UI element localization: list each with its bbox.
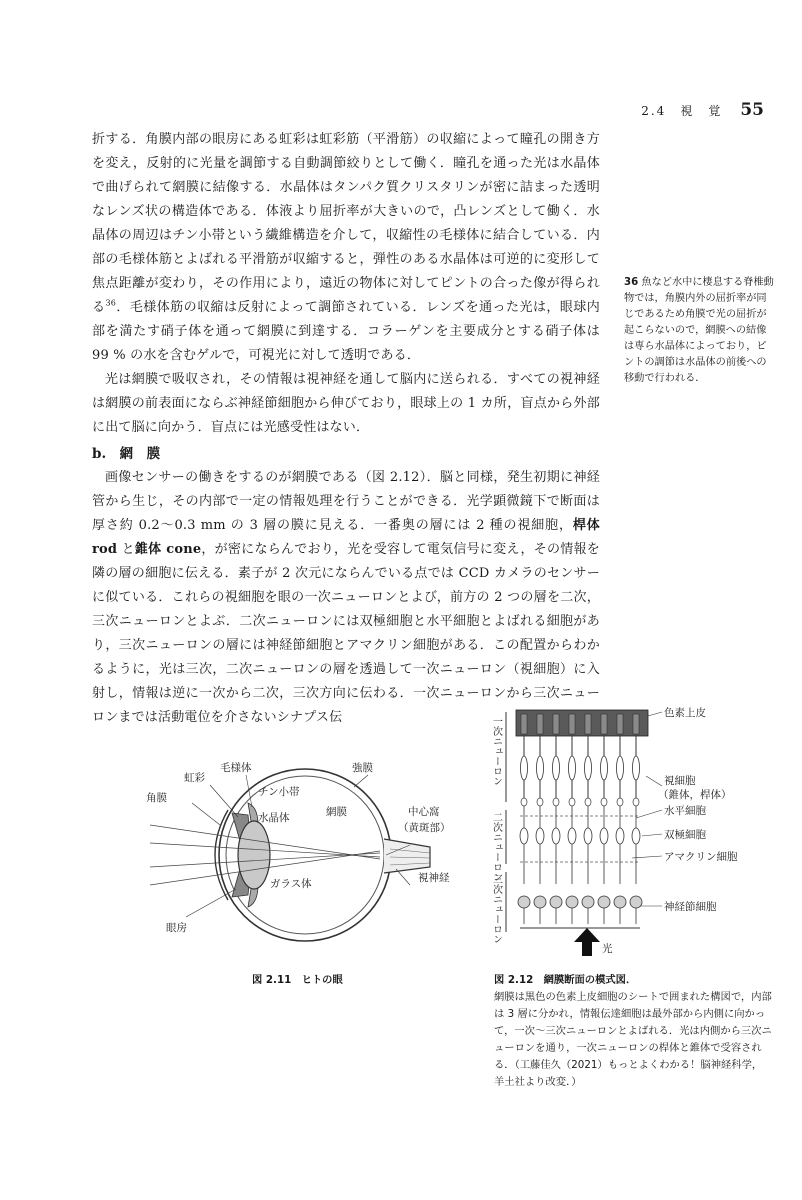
bipolar-cell	[536, 828, 544, 844]
paragraph-retina-text: 画像センサーの働きをするのが網膜である（図 2.12）．脳と同様，発生初期に神経管から生じ，その内部で一定の情報処理を行うことができる．光学顕微鏡下で断面は厚さ約 0.2〜0.3 mm の 3 層の膜に見える．一番奥の層には 2 種の視細胞，	[92, 470, 600, 533]
paragraph-lens-text-cont: ．毛様体筋の収縮は反射によって調節されている．レンズを通った光は，眼球内部を満たす硝子体を通って網膜に到達する．コラーゲンを主要成分とする硝子体は 99 % の水を含むゲルで，可視光に対して透明である．	[92, 300, 600, 363]
label-sclera: 強膜	[352, 762, 373, 774]
photoreceptor-cell	[553, 756, 560, 780]
lens-shape	[238, 821, 270, 889]
label-retina: 網膜	[326, 806, 347, 818]
label-ciliary-body: 毛様体	[220, 762, 252, 774]
leader-horizontal	[636, 810, 662, 818]
layer-label-tertiary: 三次ニューロン	[490, 874, 502, 944]
paragraph-retina-text-cont: ，が密にならんでおり，光を受容して電気信号に変え，その情報を隣の層の細胞に伝える．素子が 2 次元にならんでいる点では CCD カメラのセンサーに似ている．これらの視細胞を眼の一次ニューロンとよび，前方の 2 つの層を二次，三次ニューロンとよぶ．二次ニューロンには双極細胞と水平細胞とよばれる細胞があり，三次ニューロンの層には神経節細胞とアマクリン細胞がある．この配置からわかるように，光は三次，二次ニューロンの層を透過して一次ニューロン（視細胞）に入射し，情報は逆に一次から二次，三次方向に伝わる．一次ニューロンから三次ニューロンまでは活動電位を介さないシナプス伝	[92, 542, 600, 725]
figure-retina-caption	[494, 972, 772, 1091]
photoreceptor-cell	[601, 756, 608, 780]
side-note-text: 魚など水中に棲息する脊椎動物では，角膜内外の屈折率が同じであるため角膜で光の屈折が起こらないので，網膜への結像は専ら水晶体によっており，ピントの調節は水晶体の前後への移動で行われる．	[624, 277, 774, 384]
label-bipolar-cell: 双極細胞	[664, 829, 706, 841]
photoreceptor-nucleus	[633, 798, 639, 806]
pigment-cell	[553, 714, 559, 734]
figure-retina-caption-text: 網膜は黒色の色素上皮細胞のシートで囲まれた構図で，内部は 3 層に分かれ，情報伝達細胞は最外部から内側に向かって，一次〜三次ニューロンとよばれる．光は内側から三次ニューロンを通り，一次ニューロンの桿体と錐体で受容される．（工藤佳久（2021）もっとよくわかる！脳神経科学，羊土社より改変．）	[494, 991, 772, 1088]
label-cornea: 角膜	[146, 792, 167, 804]
photoreceptor-cell	[617, 756, 624, 780]
side-note-number: 36	[624, 277, 639, 288]
label-ganglion-cell: 神経節細胞	[664, 901, 717, 913]
label-fovea: 中心窩	[408, 806, 440, 818]
retina-cell-columns	[518, 714, 642, 928]
pigment-cell	[521, 714, 527, 734]
bipolar-cell	[632, 828, 640, 844]
running-header	[641, 100, 764, 120]
label-amacrine-cell: アマクリン細胞	[664, 851, 738, 863]
term-rod: 桿体 rod	[92, 518, 600, 557]
label-zonule: チン小帯	[258, 786, 300, 798]
bipolar-cell	[616, 828, 624, 844]
figure-retina-caption-title: 図 2.12 網膜断面の模式図．	[494, 974, 637, 986]
figure-retina	[486, 706, 786, 958]
eye-diagram	[140, 755, 480, 945]
leader-amacrine	[632, 856, 662, 858]
bipolar-cell	[568, 828, 576, 844]
pigment-cell	[617, 714, 623, 734]
ganglion-cell	[582, 896, 594, 908]
light-arrow-icon	[574, 928, 600, 956]
label-macula: （黄斑部）	[398, 822, 451, 834]
leader-bipolar	[642, 834, 662, 836]
pigment-epithelium-band	[516, 710, 648, 736]
photoreceptor-nucleus	[601, 798, 607, 806]
page-number: 55	[740, 100, 764, 120]
photoreceptor-nucleus	[537, 798, 543, 806]
label-optic-nerve: 視神経	[418, 872, 450, 884]
photoreceptor-nucleus	[553, 798, 559, 806]
optic-nerve-shape	[384, 839, 430, 873]
section-heading: b. 網 膜	[92, 446, 161, 462]
label-iris: 虹彩	[184, 772, 205, 784]
bipolar-cell	[584, 828, 592, 844]
leader-pigment	[648, 712, 662, 716]
ganglion-cell	[518, 896, 530, 908]
ganglion-cell	[614, 896, 626, 908]
side-note	[624, 275, 774, 387]
ganglion-cell	[550, 896, 562, 908]
photoreceptor-cell	[633, 756, 640, 780]
figure-eye-caption-text: 図 2.11 ヒトの眼	[252, 974, 343, 986]
body-text-retina	[92, 442, 600, 730]
label-light: 光	[602, 943, 613, 955]
figure-eye	[140, 755, 480, 945]
paragraph-retina	[92, 466, 600, 730]
photoreceptor-cell	[569, 756, 576, 780]
label-lens: 水晶体	[258, 812, 290, 824]
photoreceptor-cell	[585, 756, 592, 780]
bipolar-cell	[552, 828, 560, 844]
paragraph-retina-and: と	[117, 542, 135, 557]
leader-photoreceptor	[646, 776, 662, 786]
pigment-cell	[633, 714, 639, 734]
retina-diagram	[486, 706, 786, 958]
label-photoreceptor: 視細胞	[664, 775, 696, 787]
photoreceptor-nucleus	[521, 798, 527, 806]
label-horizontal-cell: 水平細胞	[664, 805, 706, 817]
photoreceptor-nucleus	[569, 798, 575, 806]
section-title: 2.4 視 覚	[641, 104, 723, 118]
ganglion-cell	[534, 896, 546, 908]
leader-cornea	[192, 803, 220, 825]
leader-sclera	[354, 775, 368, 787]
pigment-cell	[585, 714, 591, 734]
term-cone: 錐体 cone	[134, 542, 202, 557]
layer-label-primary: 一次ニューロン	[490, 716, 502, 786]
paragraph-optic-nerve: 光は網膜で吸収され，その情報は視神経を通して脳内に送られる．すべての視神経は網膜の前表面にならぶ神経節細胞から伸びており，眼球上の 1 カ所，盲点から外部に出て脳に向かう．盲点には光感受性はない．	[92, 372, 600, 435]
paragraph-lens-text: 折する．角膜内部の眼房にある虹彩は虹彩筋（平滑筋）の収縮によって瞳孔の開き方を変え，反射的に光量を調節する自動調節絞りとして働く．瞳孔を通った光は水晶体で曲げられて網膜に結像する．水晶体はタンパク質クリスタリンが密に詰まった透明なレンズ状の構造体である．体液より屈折率が大きいので，凸レンズとして働く．水晶体の周辺はチン小帯という繊維構造を介して，収縮性の毛様体に結合している．内部の毛様体筋とよばれる平滑筋が収縮すると，弾性のある水晶体は可逆的に変形して焦点距離が変わり，その作用により，遠近の物体に対してピントの合った像が得られる	[92, 132, 600, 315]
body-text-upper	[92, 128, 600, 440]
bipolar-cell	[600, 828, 608, 844]
label-vitreous: ガラス体	[270, 878, 312, 890]
photoreceptor-cell	[537, 756, 544, 780]
leader-chamber	[186, 889, 236, 917]
pigment-cell	[601, 714, 607, 734]
ganglion-cell	[598, 896, 610, 908]
ganglion-cell	[566, 896, 578, 908]
bipolar-cell	[520, 828, 528, 844]
leader-optic-nerve	[396, 869, 410, 885]
leader-iris	[210, 785, 238, 817]
figure-eye-caption	[252, 972, 343, 989]
label-pigment-epithelium: 色素上皮	[664, 707, 706, 719]
layer-label-secondary: 二次ニューロン	[490, 812, 502, 882]
label-photoreceptor-sub: （錐体，桿体）	[658, 789, 732, 801]
pigment-cell	[569, 714, 575, 734]
paragraph-lens	[92, 128, 600, 368]
photoreceptor-cell	[521, 756, 528, 780]
label-chamber: 眼房	[166, 922, 187, 934]
pigment-cell	[537, 714, 543, 734]
photoreceptor-nucleus	[617, 798, 623, 806]
footnote-ref-36: 36	[105, 298, 117, 308]
photoreceptor-nucleus	[585, 798, 591, 806]
